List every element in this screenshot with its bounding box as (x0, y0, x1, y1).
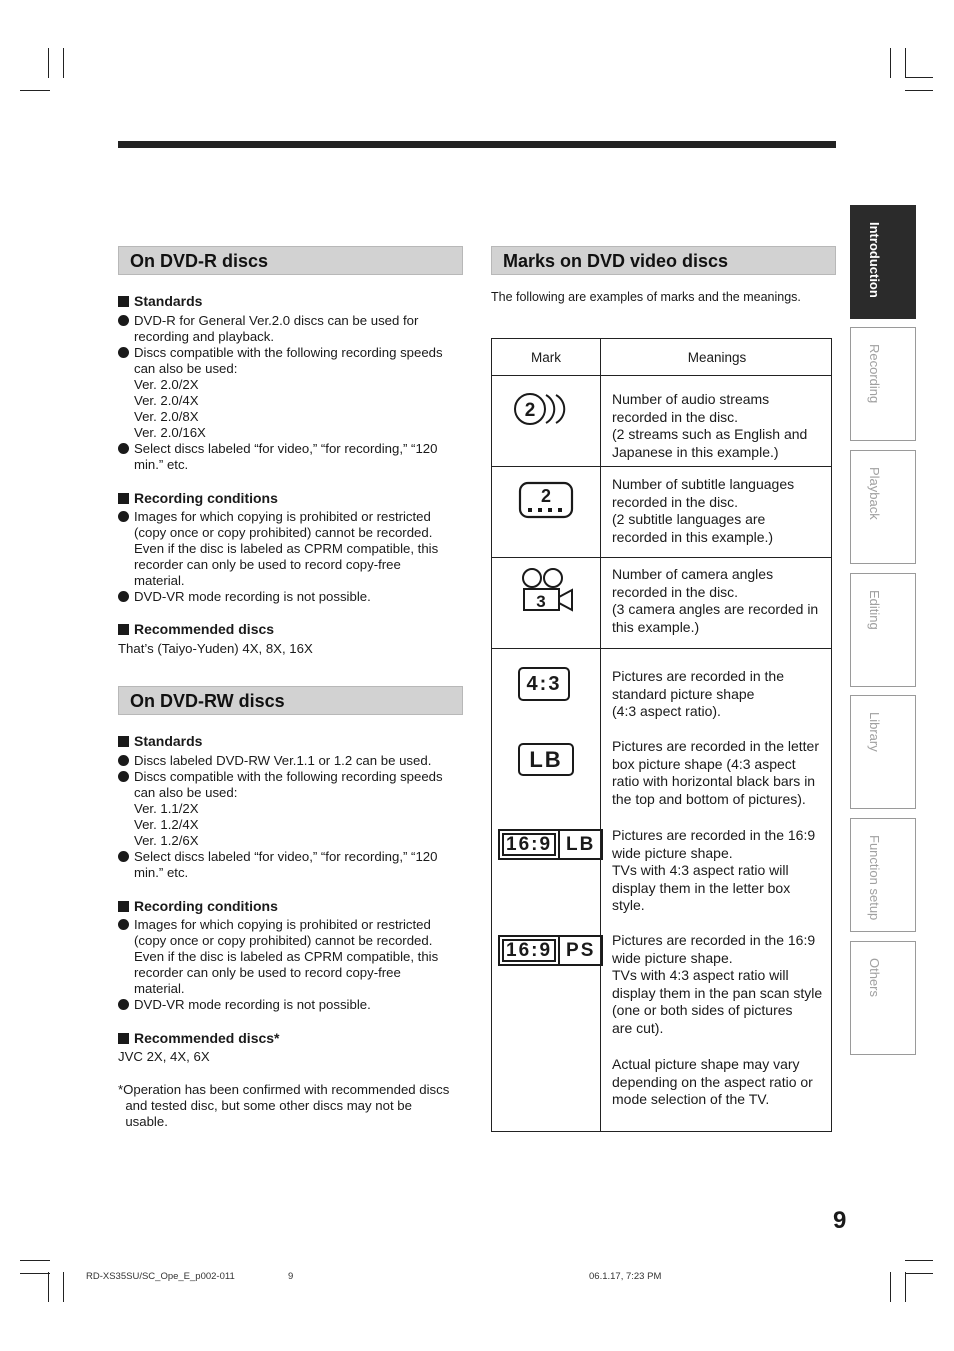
table-divider (492, 557, 831, 558)
subheading-label: Recommended discs (134, 621, 275, 637)
crop-mark (48, 48, 49, 78)
list-item-text: Select discs labeled “for video,” “for recording,” “120 min.” etc. (134, 849, 438, 880)
page-number: 9 (833, 1207, 847, 1234)
table-divider (492, 648, 831, 649)
list-item (118, 589, 463, 605)
square-bullet-icon (118, 736, 129, 747)
meaning-audio-streams: Number of audio streams recorded in the disc. (2 streams such as English and Japanese in this example.) (612, 391, 808, 460)
meaning-camera-angles: Number of camera angles recorded in the disc. (3 camera angles are recorded in this example.) (612, 566, 819, 635)
list-item-text: DVD-VR mode recording is not possible. (134, 589, 371, 604)
list-item-text: Images for which copying is prohibited or restricted (copy once or copy prohibited) cannot be recorded. Even if the disc is labeled as CPRM compatible, this recorder can only be used to record copy-free material. (134, 917, 439, 996)
marks-table (491, 338, 832, 1132)
subheading-recommended-discs (118, 1030, 280, 1046)
tab-label: Playback (867, 467, 882, 520)
bullet-icon (118, 755, 129, 766)
crop-mark (905, 1260, 933, 1261)
list-item-text: Select discs labeled “for video,” “for recording,” “120 min.” etc. (134, 441, 438, 472)
section-title-dvd-rw: On DVD-RW discs (118, 686, 463, 715)
table-divider (492, 375, 831, 376)
list-item (118, 769, 463, 849)
subheading-recording-conditions (118, 898, 278, 914)
table-divider (492, 466, 831, 467)
meaning-4-3: Pictures are recorded in the standard picture shape (4:3 aspect ratio). (612, 668, 784, 719)
marks-intro: The following are examples of marks and the meanings. (491, 290, 801, 304)
subheading-recommended-discs (118, 621, 274, 637)
crop-mark (905, 1272, 906, 1302)
audio-streams-icon (512, 391, 582, 431)
footer-page: 9 (288, 1271, 294, 1282)
bullet-icon (118, 315, 129, 326)
subheading-recording-conditions (118, 490, 278, 506)
section-title-marks: Marks on DVD video discs (491, 246, 836, 275)
list-item (118, 997, 463, 1013)
list-item (118, 849, 463, 881)
letterbox-icon: LB (518, 743, 574, 776)
subtitle-count: 2 (540, 486, 552, 506)
tab-introduction[interactable] (850, 205, 916, 319)
crop-mark (905, 77, 933, 78)
wide-ratio-label: 16:9 (500, 831, 558, 858)
bullet-list (118, 917, 463, 1013)
subheading-label: Recording conditions (134, 490, 278, 506)
bullet-icon (118, 851, 129, 862)
camera-angle-count: 3 (536, 592, 546, 611)
tab-label: Introduction (867, 222, 882, 298)
list-item (118, 509, 463, 589)
aspect-4-3-icon: 4:3 (518, 667, 570, 701)
recommended-discs-text: JVC 2X, 4X, 6X (118, 1049, 210, 1064)
table-divider (600, 339, 601, 1131)
square-bullet-icon (118, 901, 129, 912)
list-item (118, 441, 463, 473)
tab-others[interactable] (850, 941, 916, 1055)
bullet-list (118, 509, 463, 605)
footer-timestamp: 06.1.17, 7:23 PM (589, 1271, 662, 1282)
list-item-text: DVD-VR mode recording is not possible. (134, 997, 371, 1012)
audio-streams-count: 2 (524, 400, 536, 421)
meaning-letterbox: Pictures are recorded in the letter box picture shape (4:3 aspect ratio with horizontal black bars in the top and bottom of pictures). (612, 738, 819, 807)
column-header-mark: Mark (531, 350, 561, 365)
tab-library[interactable] (850, 695, 916, 809)
list-item (118, 917, 463, 997)
square-bullet-icon (118, 624, 129, 635)
subheading-label: Standards (134, 733, 203, 749)
list-item (118, 313, 463, 345)
wide-ratio-label: 16:9 (500, 937, 558, 964)
bullet-icon (118, 347, 129, 358)
bullet-icon (118, 999, 129, 1010)
bullet-icon (118, 919, 129, 930)
bullet-icon (118, 511, 129, 522)
bullet-icon (118, 443, 129, 454)
subheading-standards (118, 293, 202, 309)
meaning-wide-lb: Pictures are recorded in the 16:9 wide picture shape. TVs with 4:3 aspect ratio will display them in the letter box style. (612, 827, 816, 913)
tab-label: Editing (867, 590, 882, 630)
tab-label: Function setup (867, 835, 882, 921)
subheading-label: Recommended discs* (134, 1030, 280, 1046)
recommended-discs-text: That’s (Taiyo-Yuden) 4X, 8X, 16X (118, 641, 313, 656)
tab-label: Library (867, 712, 882, 752)
bullet-list (118, 753, 463, 881)
crop-mark (63, 48, 64, 78)
section-title-dvd-r: On DVD-R discs (118, 246, 463, 275)
meaning-subtitles: Number of subtitle languages recorded in the disc. (2 subtitle languages are recorded in this example.) (612, 476, 795, 545)
footer-file: RD-XS35SU/SC_Ope_E_p002-011 (86, 1271, 235, 1282)
square-bullet-icon (118, 296, 129, 307)
subtitle-icon (518, 481, 576, 521)
camera-angle-icon (520, 567, 576, 613)
bullet-icon (118, 591, 129, 602)
crop-mark (905, 1273, 933, 1274)
subheading-standards (118, 733, 202, 749)
crop-mark (890, 48, 891, 78)
wide-lb-icon (498, 829, 603, 860)
list-item-text: Discs labeled DVD-RW Ver.1.1 or 1.2 can be used. (134, 753, 432, 768)
tab-playback[interactable] (850, 450, 916, 564)
list-item-text: DVD-R for General Ver.2.0 discs can be used for recording and playback. (134, 313, 419, 344)
wide-ps-icon (498, 935, 603, 966)
tab-label: Recording (867, 344, 882, 404)
crop-mark (20, 90, 50, 91)
crop-mark (905, 90, 933, 91)
square-bullet-icon (118, 1033, 129, 1044)
wide-mode-label: PS (558, 937, 601, 964)
tab-editing[interactable] (850, 573, 916, 687)
list-item (118, 345, 463, 441)
wide-mode-label: LB (558, 831, 601, 858)
subheading-label: Recording conditions (134, 898, 278, 914)
list-item-text: Discs compatible with the following recording speeds can also be used: Ver. 1.1/2X Ver. 1.2/4X Ver. 1.2/6X (134, 769, 443, 848)
square-bullet-icon (118, 493, 129, 504)
marks-note: Actual picture shape may vary depending on the aspect ratio or mode selection of the TV. (612, 1056, 813, 1107)
column-header-meanings: Meanings (687, 350, 747, 365)
list-item-text: Images for which copying is prohibited or restricted (copy once or copy prohibited) cannot be recorded. Even if the disc is labeled as CPRM compatible, this recorder can only be used to record copy-free material. (134, 509, 439, 588)
meaning-wide-ps: Pictures are recorded in the 16:9 wide picture shape. TVs with 4:3 aspect ratio will display them in the pan scan style (one or both sides of pictures are cut). (612, 932, 823, 1036)
list-item-text: Discs compatible with the following recording speeds can also be used: Ver. 2.0/2X Ver. 2.0/4X Ver. 2.0/8X Ver. 2.0/16X (134, 345, 443, 440)
crop-mark (20, 1260, 50, 1261)
list-item (118, 753, 463, 769)
tab-function-setup[interactable] (850, 818, 916, 932)
footnote: *Operation has been confirmed with recommended discs and tested disc, but some other discs may not be usable. (118, 1082, 450, 1129)
crop-mark (905, 48, 906, 78)
tab-recording[interactable] (850, 327, 916, 441)
crop-mark (890, 1272, 891, 1302)
tab-label: Others (867, 958, 882, 998)
bullet-list (118, 313, 463, 473)
crop-mark (20, 1273, 50, 1274)
header-rule (118, 141, 836, 148)
crop-mark (63, 1272, 64, 1302)
bullet-icon (118, 771, 129, 782)
subheading-label: Standards (134, 293, 203, 309)
crop-mark (48, 1272, 49, 1302)
